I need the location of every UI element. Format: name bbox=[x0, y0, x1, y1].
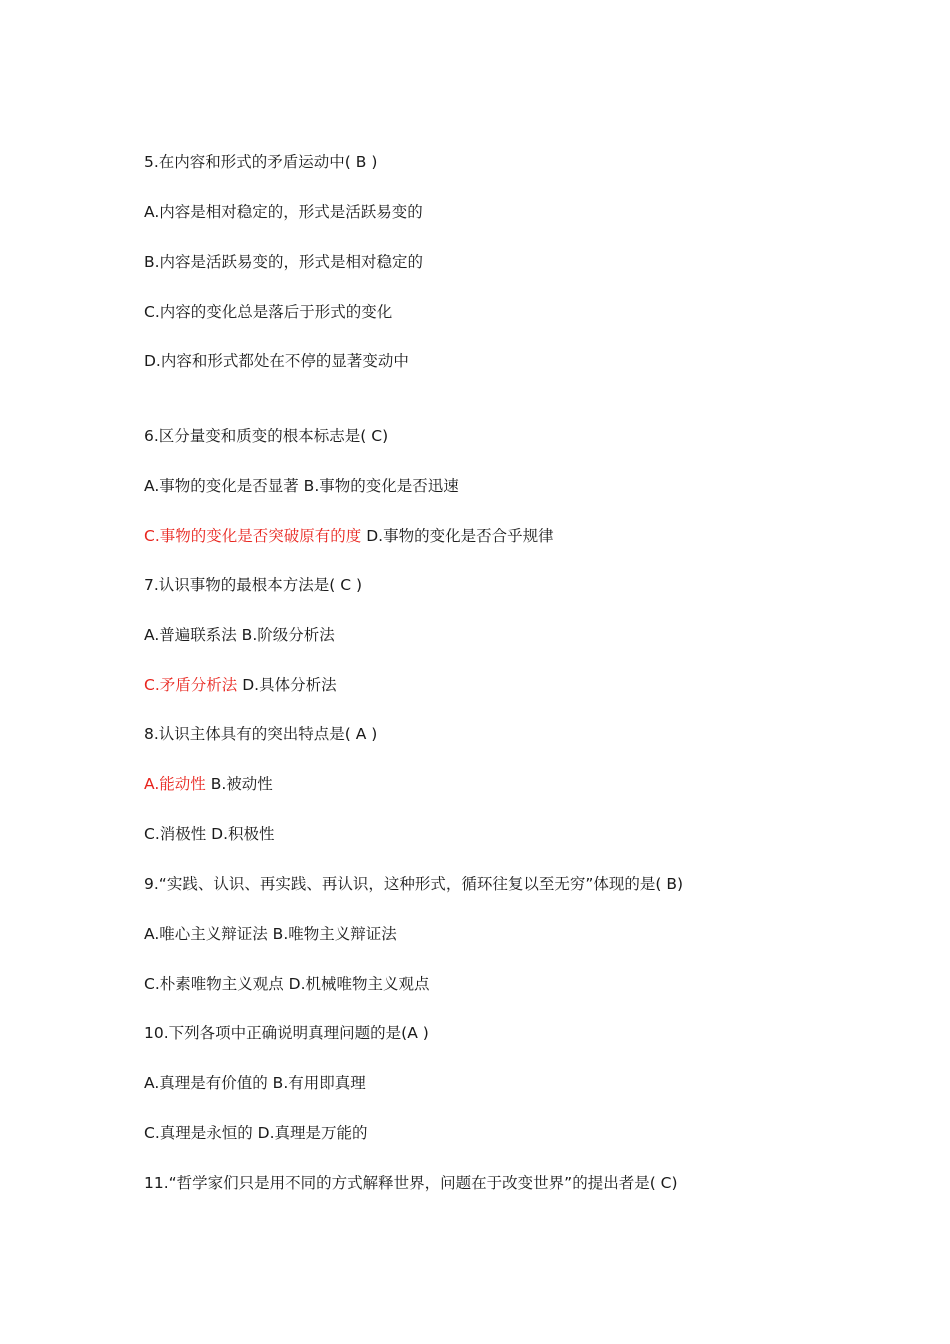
q6-options-ab: A.事物的变化是否显著 B.事物的变化是否迅速 bbox=[144, 477, 459, 495]
q10-stem: 10.下列各项中正确说明真理问题的是(A ) bbox=[144, 1024, 429, 1042]
q5-option-c: C.内容的变化总是落后于形式的变化 bbox=[144, 303, 393, 321]
q9-options-ab: A.唯心主义辩证法 B.唯物主义辩证法 bbox=[144, 925, 397, 943]
q7-options-ab: A.普遍联系法 B.阶级分析法 bbox=[144, 626, 335, 644]
q6-options-cd bbox=[144, 525, 554, 547]
q9-options-cd: C.朴素唯物主义观点 D.机械唯物主义观点 bbox=[144, 975, 430, 993]
q11-stem: 11.“哲学家们只是用不同的方式解释世界，问题在于改变世界”的提出者是( C) bbox=[144, 1174, 678, 1192]
q7-answer-highlight: C.矛盾分析法 bbox=[144, 676, 238, 694]
q10-options-ab: A.真理是有价值的 B.有用即真理 bbox=[144, 1074, 366, 1092]
q5-option-b: B.内容是活跃易变的，形式是相对稳定的 bbox=[144, 253, 424, 271]
q6-stem: 6.区分量变和质变的根本标志是( C) bbox=[144, 427, 389, 445]
q9-stem: 9.“实践、认识、再实践、再认识，这种形式，循环往复以至无穷”体现的是( B) bbox=[144, 875, 684, 893]
q5-option-a: A.内容是相对稳定的，形式是活跃易变的 bbox=[144, 203, 423, 221]
q8-options-cd: C.消极性 D.积极性 bbox=[144, 825, 275, 843]
q10-options-cd: C.真理是永恒的 D.真理是万能的 bbox=[144, 1124, 368, 1142]
q8-answer-highlight: A.能动性 bbox=[144, 775, 206, 793]
q5-stem: 5.在内容和形式的矛盾运动中( B ) bbox=[144, 153, 378, 171]
q8-option-b: B.被动性 bbox=[210, 775, 273, 793]
q7-stem: 7.认识事物的最根本方法是( C ) bbox=[144, 576, 363, 594]
q8-options-ab bbox=[144, 773, 273, 795]
q5-option-d: D.内容和形式都处在不停的显著变动中 bbox=[144, 352, 409, 370]
q6-option-d: D.事物的变化是否合乎规律 bbox=[366, 527, 554, 545]
q7-options-cd bbox=[144, 674, 337, 696]
q6-answer-highlight: C.事物的变化是否突破原有的度 bbox=[144, 527, 362, 545]
q8-stem: 8.认识主体具有的突出特点是( A ) bbox=[144, 725, 378, 743]
q7-option-d: D.具体分析法 bbox=[242, 676, 337, 694]
